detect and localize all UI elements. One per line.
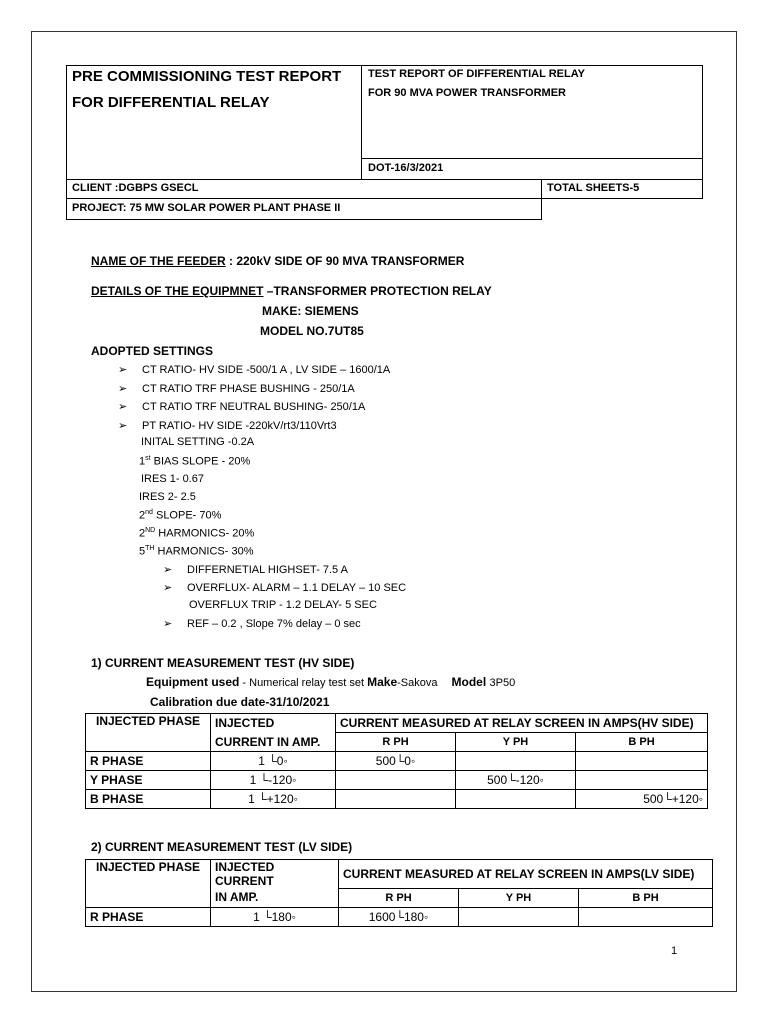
- lv-current-table: [85, 859, 713, 927]
- col-y-ph: Y PH: [459, 888, 579, 907]
- equipment-line: [91, 284, 492, 298]
- setting-bullet: ➢ CT RATIO- HV SIDE -500/1 A , LV SIDE – 1600/1A: [118, 364, 391, 376]
- sub-bullet: ➢ DIFFERNETIAL HIGHSET- 7.5 A: [163, 564, 348, 576]
- arrow-bullet-icon: ➢: [163, 564, 173, 576]
- initial-setting: INITAL SETTING -0.2A: [141, 436, 255, 448]
- col-injected-current: INJECTED: [211, 714, 336, 733]
- overflux-trip: OVERFLUX TRIP - 1.2 DELAY- 5 SEC: [189, 599, 377, 611]
- hv-current-table: [85, 713, 708, 809]
- harmonics-2: 2ND HARMONICS- 20%: [139, 527, 255, 540]
- sub-bullet: ➢ OVERFLUX- ALARM – 1.1 DELAY – 10 SEC: [163, 582, 407, 594]
- equipment-model: MODEL NO.7UT85: [260, 324, 364, 338]
- col-current-measured: CURRENT MEASURED AT RELAY SCREEN IN AMPS(LV SIDE): [339, 860, 713, 889]
- total-sheets: TOTAL SHEETS-5: [547, 182, 640, 194]
- arrow-bullet-icon: ➢: [118, 401, 128, 413]
- arrow-bullet-icon: ➢: [118, 383, 128, 395]
- date-cell: [361, 158, 703, 180]
- bias-slope: 1st BIAS SLOPE - 20%: [139, 455, 251, 468]
- subtitle-line1: TEST REPORT OF DIFFERENTIAL RELAY: [368, 68, 585, 80]
- table-header-row: [86, 860, 713, 889]
- page-number: 1: [671, 945, 678, 957]
- calibration-date: Calibration due date-31/10/2021: [150, 695, 330, 709]
- ires-2: IRES 2- 2.5: [139, 491, 196, 503]
- col-injected-current-2: IN AMP.: [211, 888, 339, 907]
- col-injected-phase: INJECTED PHASE: [86, 714, 211, 752]
- col-b-ph: B PH: [579, 888, 713, 907]
- report-header: [66, 65, 703, 221]
- settings-heading: ADOPTED SETTINGS: [91, 344, 214, 358]
- sub-bullet: ➢ REF – 0.2 , Slope 7% delay – 0 sec: [163, 618, 361, 630]
- arrow-bullet-icon: ➢: [118, 420, 128, 432]
- col-r-ph: R PH: [336, 733, 456, 752]
- subtitle-cell: [361, 65, 703, 159]
- test2-heading: 2) CURRENT MEASUREMENT TEST (LV SIDE): [91, 840, 353, 854]
- table-row: R PHASE 1 └0◦ 500└0◦: [86, 752, 708, 771]
- table-row: B PHASE 1 └+120◦ 500└+120◦: [86, 790, 708, 809]
- feeder-label: NAME OF THE FEEDER: [91, 254, 226, 268]
- table-row: Y PHASE 1 └-120◦ 500└-120◦: [86, 771, 708, 790]
- feeder-line: [91, 254, 464, 268]
- col-injected-current-2: CURRENT IN AMP.: [211, 733, 336, 752]
- client: CLIENT :DGBPS GSECL: [72, 182, 199, 194]
- arrow-bullet-icon: ➢: [163, 618, 173, 630]
- report-title-line2: FOR DIFFERENTIAL RELAY: [72, 94, 270, 111]
- setting-bullet: ➢ CT RATIO TRF PHASE BUSHING - 250/1A: [118, 383, 355, 395]
- total-sheets-cell: [541, 179, 703, 199]
- test-date: DOT-16/3/2021: [368, 162, 444, 174]
- col-r-ph: R PH: [339, 888, 459, 907]
- col-b-ph: B PH: [576, 733, 708, 752]
- table-header-row: [86, 714, 708, 733]
- equipment-make: MAKE: SIEMENS: [262, 304, 359, 318]
- test1-heading: 1) CURRENT MEASUREMENT TEST (HV SIDE): [91, 656, 355, 670]
- harmonics-5: 5TH HARMONICS- 30%: [139, 545, 254, 558]
- setting-bullet: ➢ PT RATIO- HV SIDE -220kV/rt3/110Vrt3: [118, 420, 337, 432]
- title-cell: [66, 65, 362, 180]
- table-row: R PHASE 1 └180◦ 1600└180◦: [86, 907, 713, 926]
- arrow-bullet-icon: ➢: [163, 582, 173, 594]
- equipment-value: –TRANSFORMER PROTECTION RELAY: [263, 284, 492, 298]
- project: PROJECT: 75 MW SOLAR POWER PLANT PHASE II: [72, 202, 341, 214]
- ires-1: IRES 1- 0.67: [141, 473, 204, 485]
- project-cell: [66, 198, 542, 220]
- setting-bullet: ➢ CT RATIO TRF NEUTRAL BUSHING- 250/1A: [118, 401, 366, 413]
- equipment-label: DETAILS OF THE EQUIPMNET: [91, 284, 264, 298]
- arrow-bullet-icon: ➢: [118, 364, 128, 376]
- col-current-measured: CURRENT MEASURED AT RELAY SCREEN IN AMPS(HV SIDE): [336, 714, 708, 733]
- subtitle-line2: FOR 90 MVA POWER TRANSFORMER: [368, 87, 567, 99]
- client-cell: [66, 179, 542, 199]
- slope-2: 2nd SLOPE- 70%: [139, 509, 222, 522]
- equipment-used-line: Equipment used - Numerical relay test set Make-Sakova Model 3P50: [146, 675, 516, 689]
- report-title-line1: PRE COMMISSIONING TEST REPORT: [72, 68, 342, 85]
- col-injected-phase: INJECTED PHASE: [86, 860, 211, 908]
- col-y-ph: Y PH: [456, 733, 576, 752]
- col-injected-current: INJECTED CURRENT: [211, 860, 339, 889]
- feeder-value: : 220kV SIDE OF 90 MVA TRANSFORMER: [225, 254, 465, 268]
